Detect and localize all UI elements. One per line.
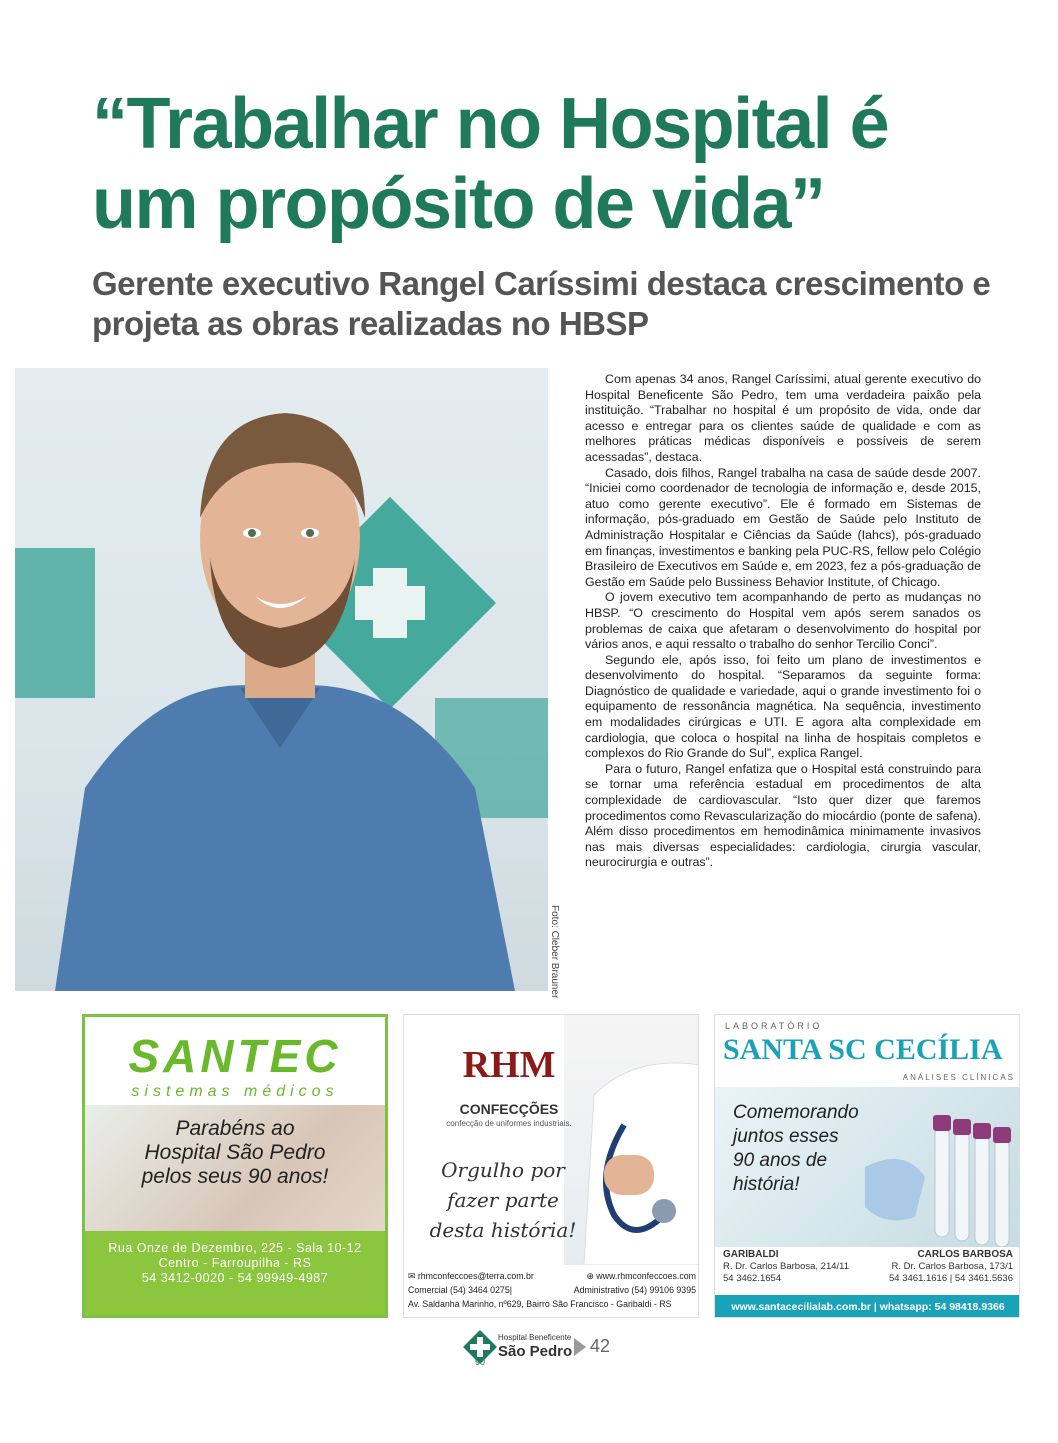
subheadline-line-1: Gerente executivo Rangel Caríssimi destaca crescimento e	[92, 265, 991, 302]
portrait-illustration	[15, 368, 548, 991]
location-carlos-barbosa: CARLOS BARBOSA R. Dr. Carlos Barbosa, 173/1 54 3461.1616 | 54 3461.5636	[889, 1249, 1013, 1284]
santec-logo: SANTEC	[128, 1030, 342, 1082]
santa-cecilia-ad[interactable]	[714, 1014, 1020, 1318]
rhm-commercial-phone: Comercial (54) 3464 0275|	[408, 1285, 512, 1295]
santec-address-line: 54 3412-0020 - 54 99949-4987	[141, 1271, 329, 1285]
hospital-logo-icon	[460, 1327, 500, 1367]
footer-org-small: Hospital Beneficente	[498, 1333, 572, 1342]
rhm-email[interactable]: ✉ rhmconfeccoes@terra.com.br	[408, 1271, 534, 1281]
article-paragraph: Casado, dois filhos, Rangel trabalha na casa de saúde desde 2007. “Iniciei como coordenador de tecnologia de informação e, desde 2015, atuo como gerente executivo”. Ele é formado em Sistemas de informação, pós-graduado em Gestão de Saúde pelo Instituto de Administração Hospitalar e Ciências da Saúde (Iahcs), pós-graduado em finanças, investimentos e banking pela PUC-RS, fellow pelo Colégio Brasileiro de Executivos em Saúde e, em 2023, fez a pós-graduação de Gestão em Saúde pelo Bussiness Behavior Institute, of Chicago.	[585, 465, 981, 589]
rhm-contact-block	[408, 1269, 696, 1311]
page-footer	[460, 1327, 640, 1367]
portrait-photo	[15, 368, 548, 991]
santa-cecilia-message	[733, 1101, 903, 1197]
santa-cecilia-footer[interactable]: www.santacecilialab.com.br | whatsapp: 54 98418.9366	[715, 1295, 1020, 1318]
rhm-name: CONFECÇÕES	[459, 1101, 559, 1117]
santec-address-line: Centro - Farroupilha - RS	[158, 1256, 312, 1270]
globe-icon: ⊕	[586, 1271, 597, 1281]
headline-line-1: “Trabalhar no Hospital é	[92, 84, 889, 164]
subheadline-line-2: projeta as obras realizadas no HBSP	[92, 305, 649, 342]
santa-cecilia-message-line: Comemorando	[733, 1102, 859, 1123]
santec-address-line: Rua Onze de Dezembro, 225 - Sala 10-12	[108, 1241, 362, 1255]
santa-cecilia-subtitle: ANÁLISES CLÍNICAS	[902, 1073, 1015, 1082]
santec-ad[interactable]	[82, 1014, 388, 1318]
santec-address-block	[85, 1231, 385, 1315]
rhm-admin-phone: Administrativo (54) 99106 9395	[573, 1285, 696, 1295]
santec-subtitle: sistemas médicos	[131, 1083, 339, 1100]
santec-message-line: Hospital São Pedro	[144, 1141, 326, 1164]
santa-cecilia-message-line: história!	[733, 1174, 800, 1195]
rhm-tagline: confecção de uniformes industriais.	[446, 1119, 572, 1128]
article-body	[585, 372, 981, 871]
article-paragraph: Segundo ele, após isso, foi feito um plano de investimentos e desenvolvimento do hospital. “Separamos da seguinte forma: Diagnóstico de qualidade e variedade, aqui o grande investimento foi o equipamento de ressonância magnética. Na sequência, investimento em modalidades cirúrgicas e UTI. E agora alta complexidade em cardiologia, que coloca o hospital na linha de hospitais completos e complexos do Rio Grande do Sul”, explica Rangel.	[585, 652, 981, 761]
rhm-message	[418, 1155, 588, 1245]
subheadline	[92, 264, 992, 344]
logo-mark-text: 90	[474, 1357, 486, 1367]
page-arrow-icon	[574, 1338, 586, 1356]
rhm-logo: RHM	[462, 1044, 556, 1086]
santa-cecilia-message-line: juntos esses	[733, 1126, 839, 1147]
article-paragraph: Com apenas 34 anos, Rangel Caríssimi, atual gerente executivo do Hospital Beneficente São Pedro, tem uma verdadeira paixão pela instituição. “Trabalhar no hospital é um propósito de vida, onde dar acesso e entregar para os clientes saúde de qualidade e com as melhores práticas médicas disponíveis e possíveis de serem acessadas”, destaca.	[585, 372, 981, 464]
santa-cecilia-lab-label: LABORATÓRIO	[725, 1021, 823, 1031]
mail-icon: ✉	[408, 1271, 418, 1281]
rhm-message-line: desta história!	[429, 1218, 577, 1242]
rhm-address: Av. Saldanha Marinho, nº629, Bairro São Francisco - Garibaldi - RS	[408, 1299, 672, 1309]
location-garibaldi: GARIBALDI R. Dr. Carlos Barbosa, 214/11 54 3462.1654	[723, 1249, 850, 1284]
page-number: 42	[590, 1336, 611, 1356]
article-paragraph: Para o futuro, Rangel enfatiza que o Hospital está construindo para se tornar uma referência estadual em procedimentos de alta complexidade de cardiovascular. “Isto quer dizer que faremos procedimentos como Revascularização do miocárdio (ponte de safena). Além disso procedimentos em hemodinâmica minimamente invasivos nas mais diversas especialidades: cardiologia, cirurgia vascular, neurocirurgia e outras”.	[585, 761, 981, 870]
rhm-message-line: Orgulho por	[441, 1158, 565, 1182]
headline	[92, 84, 992, 244]
santec-message-line: pelos seus 90 anos!	[141, 1165, 329, 1188]
santec-message-line: Parabéns ao	[175, 1117, 295, 1140]
article-paragraph: O jovem executivo tem acompanhando de perto as mudanças no HBSP. “O crescimento do Hospital vem após serem sanados os problemas de caixa que afetaram o desenvolvimento do hospital por vários anos, e aqui ressalto o trabalho do senhor Tercilio Conci”.	[585, 590, 981, 652]
rhm-site[interactable]: ⊕ www.rhmconfeccoes.com	[586, 1271, 696, 1281]
photo-credit: Foto: Cleber Brauner	[549, 905, 560, 999]
santa-cecilia-message-line: 90 anos de	[733, 1150, 828, 1171]
footer-org-large: São Pedro	[498, 1343, 573, 1360]
santec-message	[105, 1117, 365, 1189]
santa-cecilia-logo: SANTA SC CECÍLIA	[723, 1033, 1003, 1066]
rhm-message-line: fazer parte	[447, 1188, 559, 1212]
headline-line-2: um propósito de vida”	[92, 164, 825, 244]
rhm-ad[interactable]	[403, 1014, 699, 1318]
santa-cecilia-locations	[723, 1249, 1013, 1285]
